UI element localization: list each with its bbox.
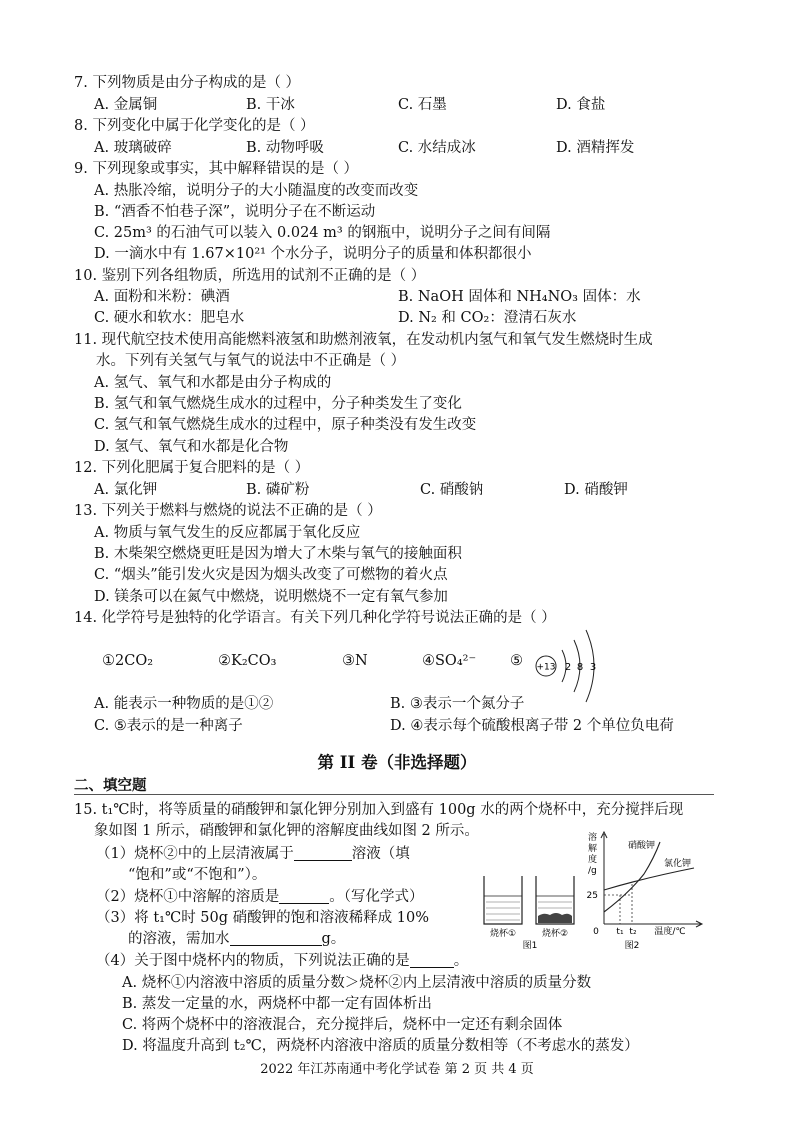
y-label-3: 度: [588, 855, 598, 865]
figure-2-solubility-chart: [584, 828, 710, 952]
q7-option-d: D. 食盐: [556, 97, 606, 113]
q11-stem-line1: 11. 现代航空技术使用高能燃料液氢和助燃剂液氧，在发动机内氢气和氧气发生燃烧时生成: [74, 332, 653, 348]
q15-option-b: B. 蒸发一定量的水，两烧杯中都一定有固体析出: [122, 996, 432, 1012]
q14-symbol-1: ①2CO₂: [102, 653, 154, 669]
q8-option-b: B. 动物呼吸: [246, 140, 324, 156]
q15-part4: [96, 951, 468, 971]
page-footer: 2022 年江苏南通中考化学试卷 第 2 页 共 4 页: [260, 1062, 534, 1077]
q9-option-a: A. 热胀冷缩，说明分子的大小随温度的改变而改变: [94, 183, 419, 199]
beaker-1-label: 烧杯①: [489, 929, 517, 939]
q7-stem: 7. 下列物质是由分子构成的是（ ）: [74, 75, 301, 91]
q15-part3-line1: （3）将 t₁℃时 50g 硝酸钾的饱和溶液稀释成 10%: [96, 910, 429, 926]
q11-option-c: C. 氢气和氧气燃烧生成水的过程中，原子种类没有发生改变: [94, 417, 477, 433]
q14-symbol-2: ②K₂CO₃: [218, 653, 277, 669]
q14-option-c: C. ⑤表示的是一种离子: [94, 718, 243, 734]
q14-symbol-3: ③N: [342, 653, 368, 669]
q15-part4-answer-blank[interactable]: [410, 953, 454, 968]
y-label-1: 溶: [588, 833, 598, 843]
q15-option-d: D. 将温度升高到 t₂℃，两烧杯内溶液中溶质的质量分数相等（不考虑水的蒸发）: [122, 1038, 639, 1054]
figure-2-label: 图2: [624, 941, 640, 951]
q10-option-d: D. N₂ 和 CO₂：澄清石灰水: [398, 310, 577, 326]
potassium-chloride-label: 氯化钾: [664, 859, 692, 869]
q13-stem: 13. 下列关于燃料与燃烧的说法不正确的是（ ）: [74, 503, 382, 519]
q12-stem: 12. 下列化肥属于复合肥料的是（ ）: [74, 460, 310, 476]
q13-option-a: A. 物质与氧气发生的反应都属于氧化反应: [94, 525, 361, 541]
q12-option-d: D. 硝酸钾: [564, 482, 628, 498]
q11-option-a: A. 氢气、氧气和水都是由分子构成的: [94, 375, 332, 391]
q15-part1: [96, 844, 410, 864]
beaker-2-label: 烧杯②: [541, 929, 569, 939]
q15-part3-answer-blank[interactable]: [230, 931, 322, 946]
q7-option-c: C. 石墨: [398, 97, 447, 113]
q15-part2: [96, 887, 423, 907]
x-tick-t1: t₁: [616, 927, 624, 937]
q8-option-a: A. 玻璃破碎: [94, 140, 172, 156]
q15-part3-line2: [128, 929, 345, 949]
q15-part1-text: （1）烧杯②中的上层清液属于: [96, 846, 294, 862]
shell-3-electrons: 3: [589, 662, 597, 673]
q12-option-c: C. 硝酸钠: [420, 482, 484, 498]
q15-part3-unit: g。: [321, 931, 346, 947]
q15-option-a: A. 烧杯①内溶液中溶质的质量分数＞烧杯②内上层清液中溶质的质量分数: [122, 975, 592, 991]
q9-stem: 9. 下列现象或事实，其中解释错误的是（ ）: [74, 161, 359, 177]
shell-2-electrons: 8: [576, 662, 584, 673]
q15-part2-text-cont: 。（写化学式）: [329, 889, 424, 905]
figure-1-label: 图1: [522, 941, 538, 951]
q15-part2-text: （2）烧杯①中溶解的溶质是: [96, 889, 280, 905]
q9-option-c: C. 25m³ 的石油气可以装入 0.024 m³ 的钢瓶中，说明分子之间有间隔: [94, 225, 551, 241]
section-divider: [74, 794, 714, 795]
q13-option-d: D. 镁条可以在氮气中燃烧，说明燃烧不一定有氧气参加: [94, 589, 448, 605]
q15-part2-answer-blank[interactable]: [279, 889, 329, 904]
q15-part1-text-cont: 溶液（填: [351, 846, 410, 862]
q7-option-a: A. 金属铜: [94, 97, 158, 113]
q14-option-d: D. ④表示每个硫酸根离子带 2 个单位负电荷: [390, 718, 674, 734]
section-title: 二、填空题: [74, 777, 147, 794]
potassium-chloride-curve: [604, 868, 694, 890]
beaker-1: [484, 876, 522, 924]
q15-part3-text: 的溶液，需加水: [128, 931, 230, 947]
q14-stem: 14. 化学符号是独特的化学语言。有关下列几种化学符号说法正确的是（ ）: [74, 610, 556, 626]
part-2-title: 第 II 卷（非选择题）: [317, 753, 477, 772]
y-label-4: /g: [588, 866, 597, 876]
y-tick-25: 25: [586, 891, 598, 901]
nucleus-charge: +13: [536, 662, 556, 673]
q15-part1-hint: “饱和”或“不饱和”）。: [128, 867, 267, 883]
q15-option-c: C. 将两个烧杯中的溶液混合，充分搅拌后，烧杯中一定还有剩余固体: [122, 1017, 563, 1033]
q7-option-b: B. 干冰: [246, 97, 295, 113]
y-label-2: 解: [588, 844, 598, 854]
q10-stem: 10. 鉴别下列各组物质，所选用的试剂不正确的是（ ）: [74, 268, 426, 284]
undissolved-solid: [538, 913, 572, 923]
origin-label: 0: [593, 927, 599, 937]
q15-stem-line1: 15. t₁℃时，将等质量的硝酸钾和氯化钾分别加入到盛有 100g 水的两个烧杯中，充分搅拌后现: [74, 802, 684, 818]
q14-option-b: B. ③表示一个氮分子: [390, 696, 525, 712]
q13-option-c: C. “烟头”能引发火灾是因为烟头改变了可燃物的着火点: [94, 567, 448, 583]
q10-option-b: B. NaOH 固体和 NH₄NO₃ 固体：水: [398, 289, 641, 305]
q12-option-b: B. 磷矿粉: [246, 482, 310, 498]
q11-option-b: B. 氢气和氧气燃烧生成水的过程中，分子种类发生了变化: [94, 396, 462, 412]
beaker-2: [536, 876, 574, 924]
x-tick-t2: t₂: [629, 927, 637, 937]
q10-option-c: C. 硬水和软水：肥皂水: [94, 310, 245, 326]
q14-symbol-5: ⑤: [510, 653, 523, 669]
q13-option-b: B. 木柴架空燃烧更旺是因为增大了木柴与氧气的接触面积: [94, 546, 462, 562]
q15-part1-answer-blank[interactable]: [294, 846, 352, 861]
q15-stem-line2: 象如图 1 所示，硝酸钾和氯化钾的溶解度曲线如图 2 所示。: [94, 823, 479, 839]
q15-part4-text-cont: 。: [453, 953, 469, 969]
q8-stem: 8. 下列变化中属于化学变化的是（ ）: [74, 118, 315, 134]
x-axis-label: 温度/℃: [654, 927, 686, 937]
shell-1-electrons: 2: [564, 662, 572, 673]
q14-option-a: A. 能表示一种物质的是①②: [94, 696, 274, 712]
potassium-nitrate-label: 硝酸钾: [628, 841, 656, 851]
q15-part4-text: （4）关于图中烧杯内的物质，下列说法正确的是: [96, 953, 410, 969]
q10-option-a: A. 面粉和米粉：碘酒: [94, 289, 230, 305]
atom-structure-diagram: [530, 626, 612, 706]
q8-option-c: C. 水结成冰: [398, 140, 476, 156]
q9-option-b: B. “酒香不怕巷子深”，说明分子在不断运动: [94, 204, 376, 220]
q11-option-d: D. 氢气、氧气和水都是化合物: [94, 439, 289, 455]
q8-option-d: D. 酒精挥发: [556, 140, 635, 156]
q14-symbol-4: ④SO₄²⁻: [422, 653, 477, 669]
q12-option-a: A. 氯化钾: [94, 482, 158, 498]
figure-1-beakers: [478, 866, 588, 952]
q9-option-d: D. 一滴水中有 1.67×10²¹ 个水分子，说明分子的质量和体积都很小: [94, 246, 532, 262]
q11-stem-line2: 水。下列有关氢气与氧气的说法中不正确是（ ）: [96, 353, 406, 369]
